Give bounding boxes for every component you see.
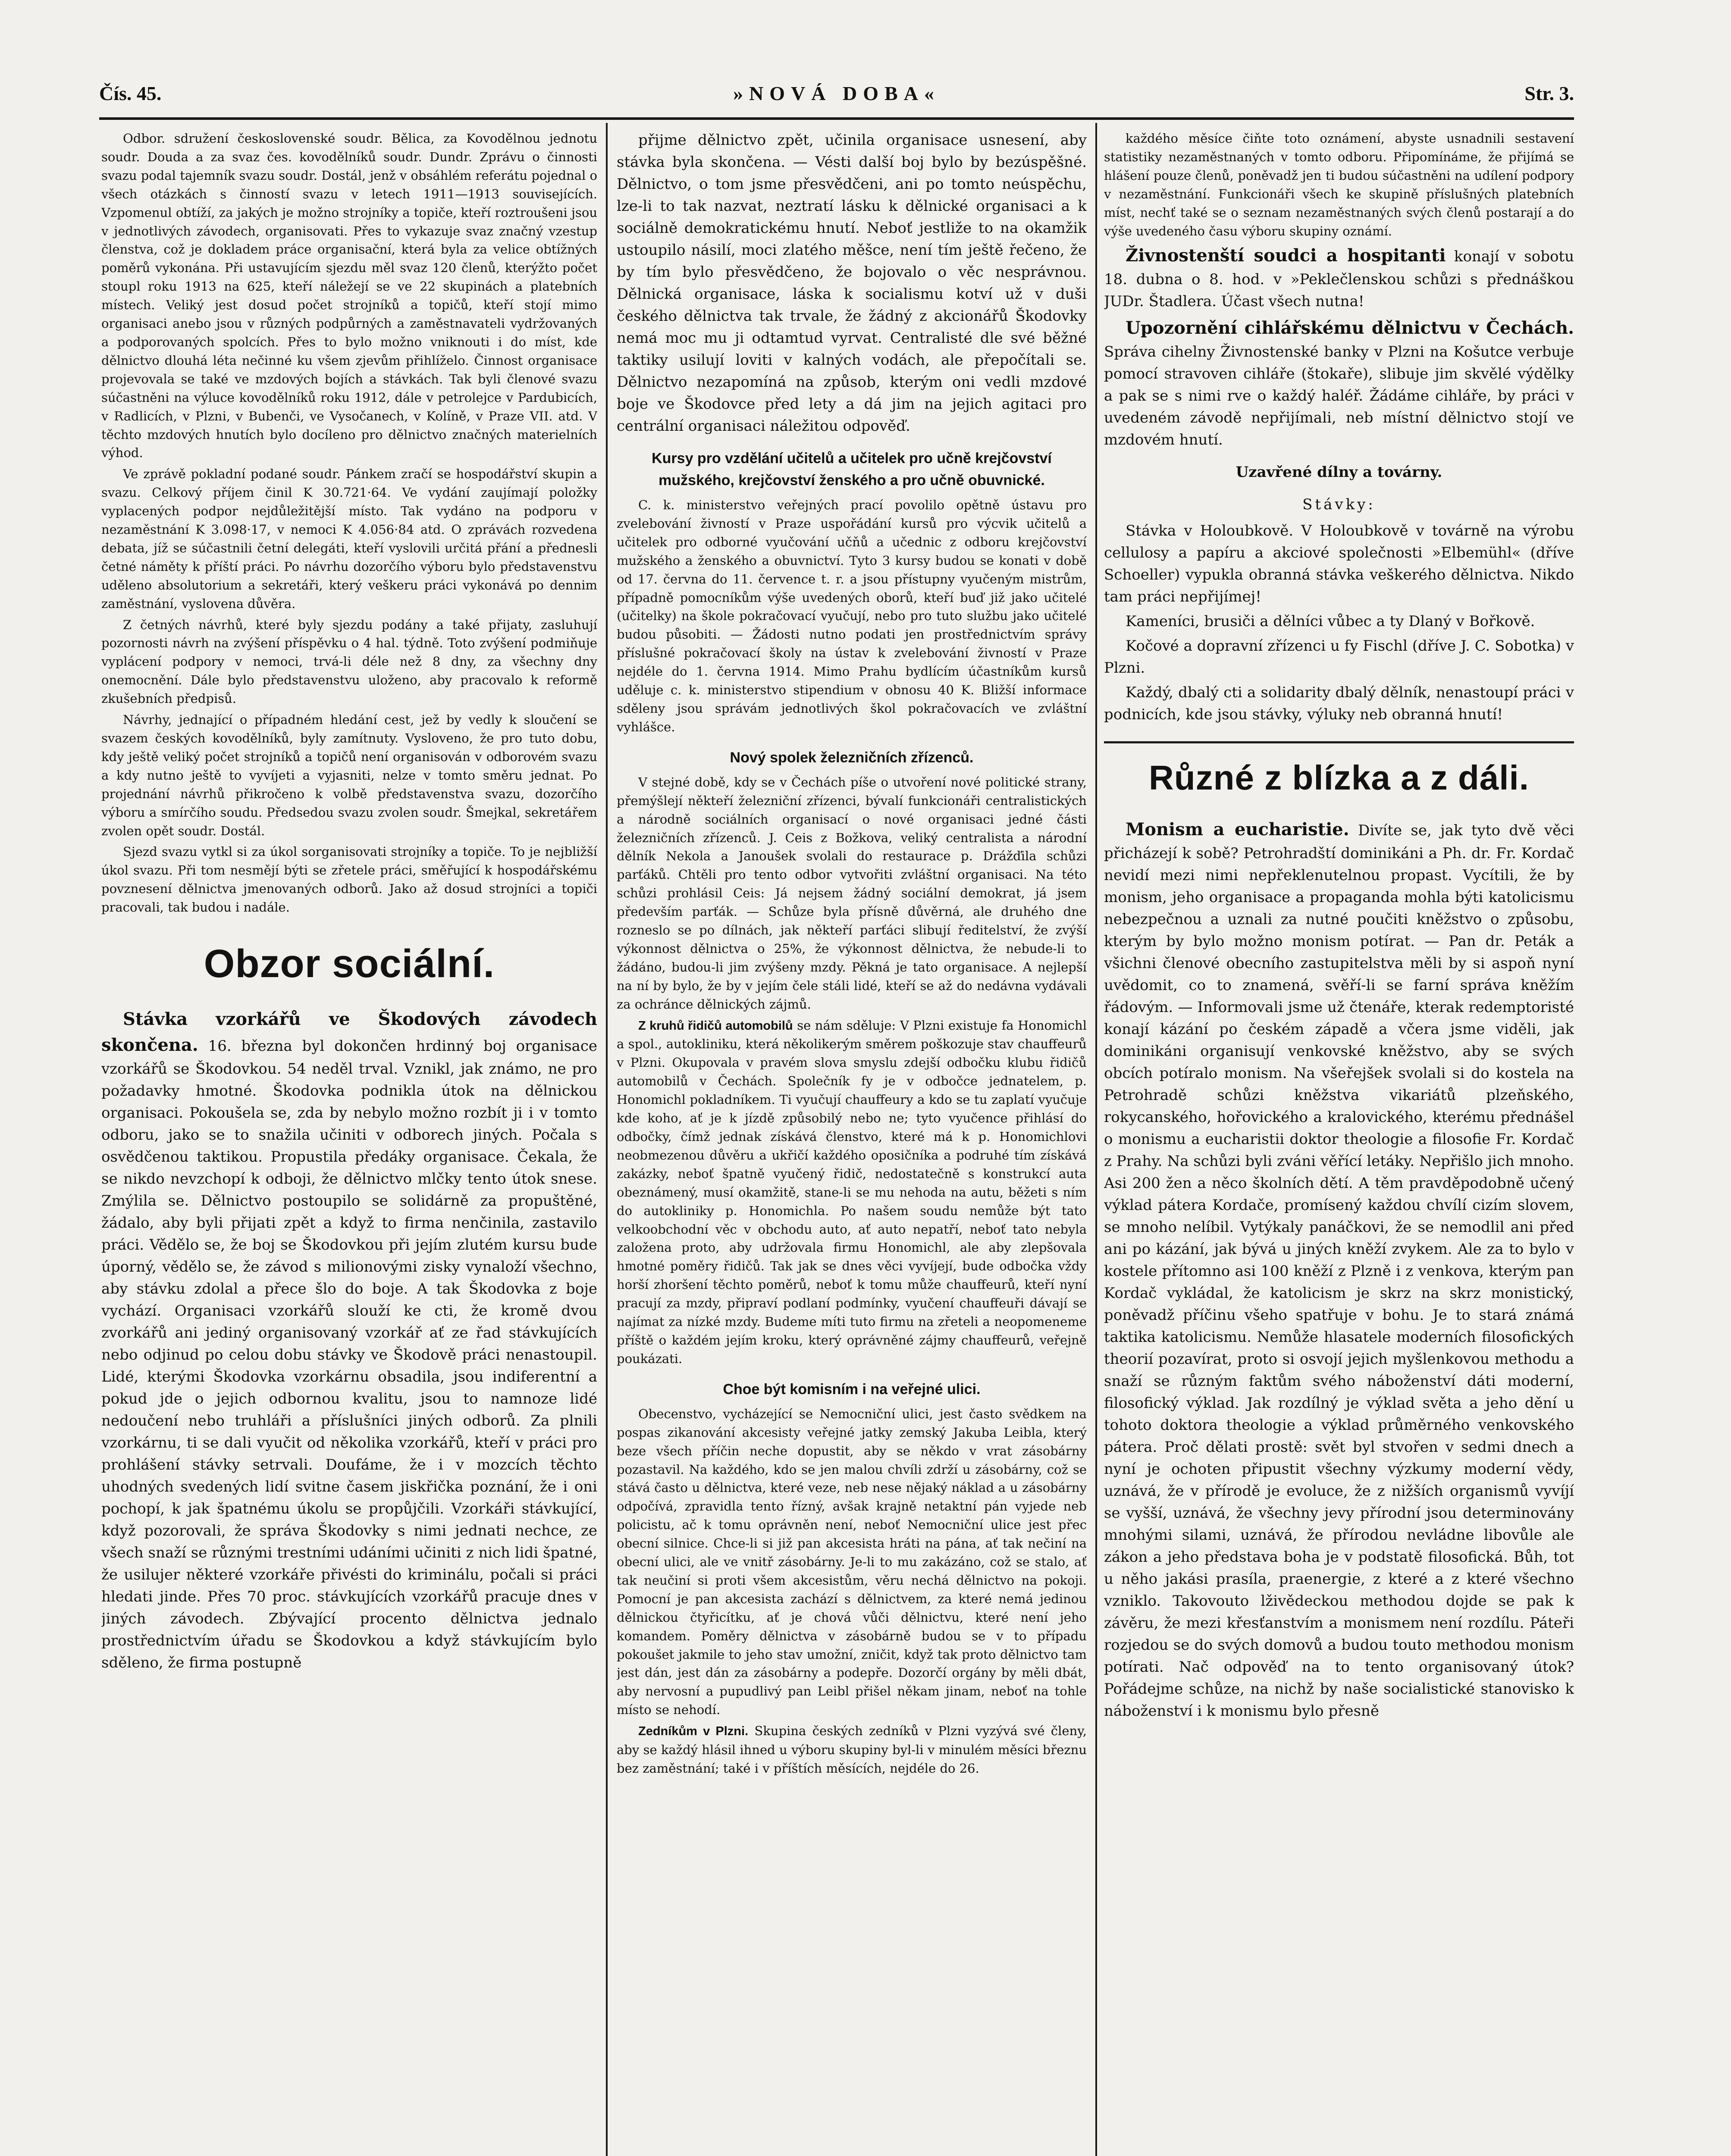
- page-header: [99, 82, 1574, 108]
- article-headline: Živnostenští soudci a hospitanti: [1126, 245, 1446, 266]
- article-paragraph: Sjezd svazu vytkl si za úkol sorganisovati strojníky a topiče. To je nejbližší úkol svazu. Při tom nesmějí býti se zřetele práci, směřující k hospodářskému povznesení dělnictva jmenovaných odborů. Jako až dosud strojníci a topiči pracovali, tak budou i nadále.: [101, 844, 597, 915]
- article-body: konají v sobotu 18. dubna o 8. hod. v »Peklečlenskou schůzi s přednáškou JUDr. Štadlera. Účast všech nutna!: [1104, 248, 1574, 310]
- article-headline: Monism a eucharistie.: [1126, 819, 1349, 840]
- issue-number: Čís. 45.: [99, 82, 162, 104]
- article-paragraph: Odbor. sdružení československé soudr. Bělica, za Kovodělnou jednotu soudr. Douda a za svaz čes. kovodělníků soudr. Dundr. Zprávu o činnosti svazu podal tajemník svazu soudr. Dostál, jenž v obsáhlém referátu pojednal o všech otázkách s činností svazu v letech 1911—1913 souvisejících. Vzpomenul obtíží, za jakých je možno strojníky a topiče, kteří roztroušeni jsou v jednotlivých závodech, organisovati. Přes to vykazuje svaz značný vzestup členstva, což je dokladem práce organisační, která byla za velice obtížných poměrů vykonána. Při ustavujícím sjezdu měl svaz 120 členů, kterýžto počet stoupl roku 1913 na 625, kteří náležejí se ve 22 skupinách a platebních místech. Veliký jest dosud počet strojníků a topičů, kteří stojí mimo organisaci anebo jsou v různých podpůrných a zaměstnavateli vydržovaných a podporovaných spolcích. Přes to bylo možno vniknouti i do míst, kde dělnictvo dlouhá léta nečinné ku všem zjevům přihlíželo. Činnost organisace projevovala se také ve mzdových bojích a stávkách. Tak byli členové svazu súčastněni na výluce kovodělníků roku 1912, dále v petrolejce v Pardubicích, v Radlicích, v Plzni, v Bubenči, ve Vysočanech, v Kolíně, v Praze VII. atd. V těchto mzdových hnutích bylo docíleno pro dělnictvo značných materielních výhod.: [101, 131, 597, 461]
- section-rule: [1104, 741, 1574, 743]
- article-headline: Stávka vzorkářů ve Škodových závodech skončena.: [101, 1009, 597, 1056]
- article-headline: Upozornění cihlářskému dělnictvu v Čechách.: [1126, 318, 1574, 338]
- article-paragraph: Obecenstvo, vycházející se Nemocniční ulici, jest často svědkem na pospas zikanování akcesisty veřejné jatky zemský Jakuba Leibla, který beze všech příčin neche dopustit, aby se někdo v vrat zásobárny pozastavil. Na každého, kdo se jen malou chvíli zdrží u zásobárny, což se stává často u dělnictva, které veze, neb nese nějaký náklad a u zásobárny odpočívá, zpravidla tento řízný, avšak krajně netaktní pán vyjede neb policistu, ač k tomu oprávněn není, neboť Nemocniční ulice jest přec obecní silnice. Chce-li si již pan akcesista hráti na pána, ať tak nečiní na obecní ulici, ale ve vnitř zásobárny. Je-li to mu zakázáno, což se stalo, ať tak neučiní si proti všem akcesistům, věru nechá dělnictvo na pokoji. Pomocní je pan akcesista zachází s dělnictvem, za které nemá jedinou dělnickou čtyřicítku, ať je chová vůči dělnictvu, které není jeho komandem. Poměry dělnictva v zásobárně budou se v to případu pokoušet jakmile to jeho stav umožní, zničit, když tak proto dělnictvo tam jest dán, jest dán za zásobárny a podepře. Dozorčí orgány by měli dbát, aby nervosní a pupudlivý pan Leibl přišel někam jinam, neboť na tohle místo se nehodí.: [617, 1406, 1087, 1717]
- column-divider-1: [606, 123, 608, 2156]
- column-2: [617, 129, 1087, 2156]
- article-paragraph: [101, 1006, 597, 1674]
- article-body: Divíte se, jak tyto dvě věci přicházejí k sobě? Petrohradští dominikáni a Ph. dr. Fr. Kordač nevidí mezi nimi nepřeklenutelnou propast. Vycítili, že by monism, jeho organisace a propaganda mohla býti katolicismu nebezpečnou a uznali za nutné poučiti kněžstvo o způsobu, kterým by bylo možno monism potírat. — Pan dr. Peták a všichni členové obecního zastupitelstva měli by si aspoň nyní uvědomit, co to znamená, svěří-li se farní správa kněžím řádovým. — Informovali jsme už čtenáře, kterak redemptoristé konají kázání po českém západě a včera jsme viděli, jak dominikáni organisují venkovské kněžstvo, aby se svých obcích potíralo monism. Na všeřejšek svolali si do kostela na Petrohradě schůzi kněžstva vikariátů plzeňského, rokycanského, hořovického a kralovického, kterému přednášel o monismu a eucharistii doktor theologie a filosofie Fr. Kordač z Prahy. Na schůzi byli zváni věřící letáky. Nepřišlo jich mnoho. Asi 200 žen a něco školních dětí. A těm pravděpodobně učený výklad pátera Kordače, promísený každou chvílí cizím slovem, se mnoho nelíbil. Vytýkaly panáčkovi, že se nemodlil ani před ani po kázání, jak bývá u jiných kněží zvykem. Ale za to bylo v kostele přítomno asi 100 kněží z Plzně i z venkova, kterým pan Kordač vykládal, že katolicism je skrz na skrz monistický, poněvadž příčinu všeho spatřuje v bohu. Je to stará známá taktika katolicismu. Nemůže hlasatele moderních filosofických theorií pozavírat, proto si osvojí jejich myšlenkovou methodu a snaží se různým faktům svého náboženství dáti moderní, filosofický výklad. Jak rozdílný je výklad světa a jeho dění u tohoto doktora theologie a výklad průměrného venkovského pátera. Proč dělati prostě: svět byl stvořen v sedmi dnech a nyní je ochoten připustit všechny výzkumy moderní vědy, uznává, že v přírodě je evoluce, že z nižších organismů vyvíjí se vyšší, uznává, že všechny jevy přírodní jsou determinovány mnohými silami, uznává, že přírodou nevládne libovůle ale zákon a jeho představa boha je v podstatě filosofická. Bůh, tot u něho jakási prasíla, praenergie, z které a z které všechno vzniklo. Takovouto lživědeckou methodou dojde se pak k závěru, že mezi křesťanstvím a monismem není rozdílu. Páteři rozjedou se do svých domovů a budou touto methodou monism potírati. Nač odpověď na to tento organisovaný útok? Pořádejme schůze, na nichž by naše socialistické stanovisko k náboženství i k monismu bylo přesně: [1104, 822, 1574, 1720]
- header-rule: [99, 117, 1574, 120]
- article-paragraph: Stávka v Holoubkově. V Holoubkově v továrně na výrobu cellulosy a papíru a akciové společnosti »Elbemühl« (dříve Schoeller) vypukla obranná stávka veškerého dělnictva. Nikdo tam práci nepřijímej!: [1104, 522, 1574, 606]
- section-subheading: Stávky:: [1302, 496, 1376, 514]
- article-paragraph: [1104, 243, 1574, 313]
- article-paragraph: [617, 1016, 1087, 1368]
- article-headline: Z kruhů řidičů automobilů: [638, 1018, 793, 1033]
- article-headline: Choe být komisním i na veřejné ulici.: [723, 1381, 981, 1398]
- article-paragraph: [1104, 315, 1574, 451]
- article-paragraph: každého měsíce čiňte toto oznámení, abyste usnadnili sestavení statistiky nezaměstnaných v tomto odboru. Připomínáme, že přijímá se hlášení pouze členů, poněvadž jen ti budou súčastněni na udílení podpory v nezaměstnání. Funkcionáři všech ke skupině příslušných platebních míst, nechť také se o seznam nezaměstnaných svých členů postarají a do výše uvedeného času výboru skupiny oznámí.: [1104, 131, 1574, 238]
- article-paragraph: [1104, 817, 1574, 1722]
- article-paragraph: Z četných návrhů, které byly sjezdu podány a také přijaty, zasluhují pozornosti návrh na zvýšení příspěvku o 4 hal. týdně. Toto zvýšení podmiňuje vyplácení podpory v nemoci, trvá-li déle než 8 dny, za všechny dny onemocnění. Dále bylo představenstvu uloženo, aby pracovalo k reformě zkušebních předpisů.: [101, 617, 597, 706]
- article-body: 16. března byl dokončen hrdinný boj organisace vzorkářů se Škodovkou. 54 neděl trval. Vznikl, jak známo, ne pro požadavky hmotné. Škodovka podnikla útok na dělnickou organisaci. Pokoušela se, zda by nebylo možno rozbít ji i v tomto odboru, jako se to snažila učiniti v odborech jiných. Počala s osvědčenou taktikou. Propustila předáky organisace. Čekala, že se nikdo nevzchopí k odboji, že dělnictvo mlčky tento útok snese. Zmýlila se. Dělnictvo postoupilo se solidárně za propuštěné, žádalo, aby byli přijati zpět a když to firma nenčinila, zastavilo práci. Vědělo se, že boj se Škodovkou při jejím zlutém kursu bude úporný, vědělo se, že závod s milionovými zisky vynaloží všechno, aby stávku zdolal a přece šlo do boje. A tak Škodovka z boje vychází. Organisaci vzorkářů slouží ke cti, že kromě dvou zvorkářů ani jediný organisovaný vzorkář ať ze řad stávkujících nebo odjinud po celou dobu stávky ve Škodově práci nenastoupil. Lidé, kterými Škodovka vzorkárnu obsadila, jsou indiferentní a pokud jde o jejich odbornou kvalitu, jsou to namnoze lidé nedoučení nebo truhláři a příslušníci jiných odborů. Za plnili vzorkárnu, ti se dali vyučit od několika vzorkářů, kteří v práci pro prohlášení stávky setrvali. Doufáme, že i v mozcích těchto uhodných svedených lidí svitne časem jiskřička poznání, že i oni pochopí, k jak špatnému úkolu se propůjčili. Vzorkáři stávkující, když pozorovali, že správa Škodovky s nimi jednati nechce, ze všech snaží se různými trestními udáními učiniti z nich lidi špatné, že usilujer některé vzorkáře přivésti do kriminálu, počali si práci hledati jinde. Přes 70 proc. stávkujících vzorkářů pracuje dnes v jiných závodech. Zbývající procento dělnictva jednalo prostřednictvím úřadu se Škodovkou a když stávkujícím bylo sděleno, že firma postupně: [101, 1037, 597, 1672]
- column-1: [101, 129, 597, 2156]
- article-body: se nám sděluje: V Plzni existuje fa Honomichl a spol., autokliniku, která několikerým směrem poškozuje stav chauffeurů v Plzni. Okupovala v pravém slova smyslu zdejší odbočku klubu řidičů automobilů v Čechách. Společník fy je v odbočce jednatelem, p. Honomichl pokladníkem. Ti vyučují chauffeury a kdo se tu zaplatí vyučuje kde koho, ať je k jízdě způsobilý nebo ne; tyto vyučence přihlásí do odbočky, čímž jednak získává členstvo, které má k p. Honomichlovi neobmezenou důvěru a ukřičí každého oposičníka a podruhé tím získává zakázky, neboť špatně vyučený řidič, nedostatečně s konstrukcí auta obeznámený, musí okamžitě, stane-li se mu nehoda na autu, běžeti s ním do autokliniky p. Honomichla. Po našem soudu nemůže být tato velkoobchodní věc v obchodu auto, ať auto nepatří, neboť tato nebyla založena proto, aby udržovala firmu Honomichl, ale aby zlepšovala hmotné poměry řidičů. Tak jak se dnes věci vyvíjejí, bude odbočka vždy horší zhoršení těchto poměrů, neboť k tomu může chauffeurů, kteří nyní pracují za mzdy, připraví podlaní podmínky, vyučení chauffeuři dávají se najímat za nízké mzdy. Budeme míti tuto firmu na zřeteli a neopomeneme příště o každém jejím kroku, který oprávněné zájmy chauffeurů, veřejně poukázati.: [617, 1018, 1087, 1366]
- article-paragraph: Kočové a dopravní zřízenci u fy Fischl (dříve J. C. Sobotka) v Plzni.: [1104, 637, 1574, 677]
- article-headline: Kursy pro vzdělání učitelů a učitelek pro učně krejčovství mužského, krejčovství ženského a pro učně obuvnické.: [652, 450, 1052, 489]
- article-paragraph: [617, 1722, 1087, 1778]
- section-title: Různé z blízka a z dáli.: [1149, 758, 1529, 797]
- article-paragraph: přijme dělnictvo zpět, učinila organisace usnesení, aby stávka byla skončena. — Vésti další boj bylo by bezúspěšné. Dělnictvo, o tom jsme přesvědčeni, ani po tomto neúspěchu, lze-li to tak nazvat, neztratí lásku k dělnické organisaci a k sociálně demokratickému hnutí. Neboť jestliže to na okamžik ustoupilo násilí, moci zlatého měšce, není tím ještě řečeno, že by tím bylo přesvědčeno, že bojovalo o věc nesprávnou. Dělnická organisace, láska k socialismu kotví už v duši českého dělnictva tak trvale, že žádný z akcionářů Škodovky nemá moc mu ji odtamtud vyrvat. Centralisté dle své běžné taktiky usilují loviti v kalných vodách, ale přepočítali se. Dělnictvo nezapomíná na způsob, kterým oni vedli mzdové boje ve Škodovce před lety a dá jim na jejich agitaci pro centrální organisaci náležitou odpověď.: [617, 132, 1087, 435]
- article-body: Správa cihelny Živnostenské banky v Plzni na Košutce verbuje pomocí stravoven cihláře (štokaře), slibuje jim skvělé výdělky a pak se s nimi rve o každý haléř. Žádáme cihláře, by práci v uvedeném závodě nepřijímali, neb místní dělnictvo stojí ve mzdovém hnutí.: [1104, 343, 1574, 449]
- column-divider-2: [1095, 123, 1097, 2156]
- article-body: Skupina českých zedníků v Plzni vyzývá své členy, aby se každý hlásil ihned u výboru skupiny byl-li v minulém měsíci březnu bez zaměstnání; také i v příštích měsících, nejdéle do 26.: [617, 1724, 1087, 1776]
- column-3: [1104, 129, 1574, 2156]
- section-subheading: Uzavřené dílny a továrny.: [1236, 464, 1442, 481]
- article-paragraph: Ve zprávě pokladní podané soudr. Pánkem zračí se hospodářství skupin a svazu. Celkový příjem činil K 30.721·64. Ve vydání zaujímají položky vyplacených podpor nejdůležitější místo. Tak vydáno na podporu v nezaměstnání K 3.098·17, v nemoci K 4.056·84 atd. O zprávách rozvedena debata, jíž se súčastnili četní delegáti, kteří vyslovili určitá přání a přednesli četné náměty k příští práci. Po návrhu dozorčího výboru bylo představenstvu uděleno absolutorium a sekretáři, který veškeru práci vykonává po dennim zaměstnání, vyslovena důvěra.: [101, 467, 597, 611]
- article-paragraph: Návrhy, jednající o případném hledání cest, jež by vedly k sloučení se svazem českých kovodělníků, byly zamítnuty. Vysloveno, že pro tuto dobu, kdy ještě veliký počet strojníků a topičů není organisován v odborovém svazu a kdy nutno ještě to vyvíjeti a vyjasniti, nelze v tomto směru jednat. Po projednání návrhů přikročeno k volbě představenstva svazu, dozorčího výboru a smírčího soudu. Předsedou svazu zvolen soudr. Šmejkal, sekretářem zvolen opět soudr. Dostál.: [101, 712, 597, 838]
- article-paragraph: Každý, dbalý cti a solidarity dbalý dělník, nenastoupí práci v podnicích, kde jsou stávky, výluky neb obranná hnutí!: [1104, 684, 1574, 724]
- article-paragraph: C. k. ministerstvo veřejných prací povolilo opětně ústavu pro zvelebování živností v Praze uspořádání kursů pro výcvik učitelů a učitelek pro odborné vyučování učňů a učednic z odboru krejčovství mužského a ženského a obuvnictví. Tyto 3 kursy budou se konati v době od 17. června do 11. července t. r. a jsou přístupny vyučeným mistrům, případně pomocníkům výše uvedených oborů, kteří buď již jako učitelé (učitelky) na škole pokračovací vyučují, nebo pro tuto službu jako učitelé budou působiti. — Žádosti nutno podati jen prostřednictvím správy příslušné pokračovací školy na ústav k zvelebování živností v Praze nejdéle do 1. června 1914. Mimo Prahu bydlícím účastníkům kursů uděluje c. k. ministerstvo stipendium v obnosu 40 K. Bližší informace sděleny jsou správám jednotlivých škol pokračovacích ve zvláštní vyhlášce.: [617, 498, 1087, 734]
- article-paragraph: V stejné době, kdy se v Čechách píše o utvoření nové politické strany, přemýšlejí někteří železniční zřízenci, bývalí funkcionáři centralistických a národně sociálních organisací o nové organisaci jedné části železničních zřízenců. J. Ceis z Božkova, veliký centralista a národní dělník Nekola a Janoušek svolali do restaurace p. Drážďila schůzi parťáků. Chtěli pro tento odbor vytvořiti zvláštní organisaci. Na této schůzi prohlásil Ceis: Já nejsem žádný sociální demokrat, já jsem především parťák. — Schůze byla přísně důvěrná, ale druhého dne rozneslo se po dílnách, jak někteří parťáci slibují ředitelství, že zvýší výkonnost dělnictva o 25%, že výkonnost dělnictva, že nebude-li to žádáno, budou-li jim zvýšeny mzdy. Pěkná je tato organisace. A nejlepší na ní by bylo, že by v jejím čele stáli lidé, kteří se až do nedávna vydávali za ochránce dělnických zájmů.: [617, 774, 1087, 1012]
- newspaper-title: »NOVÁ DOBA«: [733, 82, 940, 104]
- page-number: Str. 3.: [1524, 82, 1574, 104]
- section-title: Obzor sociální.: [204, 942, 495, 986]
- article-headline: Nový spolek železničních zřízenců.: [730, 749, 974, 766]
- article-headline: Zedníkům v Plzni.: [638, 1724, 749, 1739]
- article-paragraph: Kameníci, brusiči a dělníci vůbec a ty Dlaný v Bořkově.: [1126, 613, 1535, 630]
